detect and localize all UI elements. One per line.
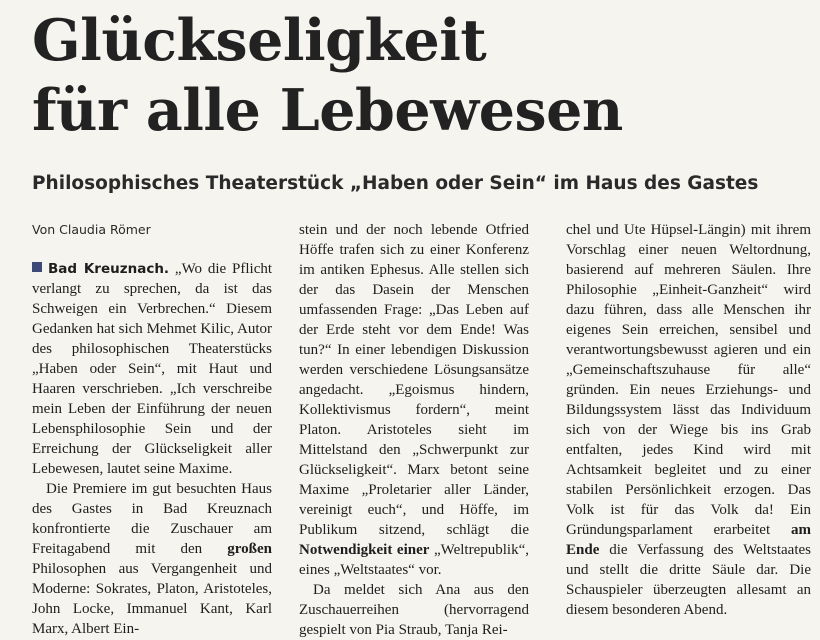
paragraph-text: die Verfassung des Weltstaates und stellt die dritte Säule dar. Die Schauspieler überzeugten allesamt an diesem besonderen Abend. <box>566 542 811 618</box>
paragraph <box>32 259 272 479</box>
paragraph-text: „Wo die Pflicht verlangt zu sprechen, da ist das Schweigen ein Verbrechen.“ Diesem Gedanken hat sich Mehmet Kilic, Autor des philosophischen Theaterstücks „Haben oder Sein“, mit Haut und Haaren verschrieben. „Ich verschreibe mein Leben der Einführung der neuen Lebensphilosophie Sein und der Erreichung der Glückseligkeit aller Lebewesen, lautet seine Maxime. <box>32 261 273 477</box>
headline <box>32 6 802 146</box>
paragraph-text: Philosophen aus Vergangenheit und Moderne: Sokrates, Platon, Aristoteles, John Locke, Immanuel Kant, Karl Marx, Albert Ein- <box>32 561 272 637</box>
headline-line-1: Glückseligkeit <box>32 7 487 74</box>
paragraph-text: chel und Ute Hüpsel-Längin) mit ihrem Vorschlag einer neuen Weltordnung, basierend auf mehreren Säulen. Ihre Philosophie „Einheit-Ganzheit“ wird dazu führen, dass alle Menschen ihr eigenes Sein erreichen, sensibel und verantwortungsbewusst agieren und ein „Gemeinschaftszuhause für alle“ gründen. Ein neues Erziehungs- und Bildungssystem lässt das Individuum sich von der Wiege bis ins Grab entfalten, jedes Kind wird mit Achtsamkeit begleitet und zu einer stabilen Persönlichkeit erzogen. Das Volk ist für das Volk da! Ein Gründungsparlament erarbeitet <box>566 222 811 538</box>
emphasis-text: großen <box>227 541 273 557</box>
emphasis-text: Notwendigkeit einer <box>299 542 430 558</box>
paragraph-text: „Weltrepublik“, eines „Weltstaates“ vor. <box>299 542 529 578</box>
headline-line-2: für alle Lebewesen <box>32 77 623 144</box>
paragraph: Da meldet sich Ana aus den Zuschauerreihen (hervorragend gespielt von Pia Straub, Tanja Rei- <box>299 582 529 638</box>
byline: Von Claudia Römer <box>32 222 151 237</box>
paragraph <box>32 479 272 639</box>
article-column-1 <box>32 259 272 639</box>
paragraph <box>566 220 811 620</box>
section-marker-icon <box>32 262 42 272</box>
article-column-2 <box>299 220 529 640</box>
paragraph <box>299 220 529 580</box>
dateline: Bad Kreuznach. <box>48 261 170 277</box>
paragraph-text: stein und der noch lebende Otfried Höffe trafen sich zu einer Konferenz im antiken Ephesus. Alle stellen sich der das Dasein der Menschen umfassenden Frage: „Das Leben auf der Erde steht vor dem Ende! Was tun?“ In einer lebendigen Diskussion werden verschiedene Lösungsansätze angedacht. „Egoismus hindern, Kollektivismus fordern“, meint Platon. Aristoteles sieht im Mittelstand den „Schwerpunkt zur Glückseligkeit“. Marx betont seine Maxime „Proletarier aller Länder, vereinigt euch“, und Höffe, im Publikum sitzend, schlägt die <box>299 222 529 538</box>
subheadline: Philosophisches Theaterstück „Haben oder Sein“ im Haus des Gastes <box>32 173 759 194</box>
paragraph-text: Die Premiere im gut besuchten Haus des Gastes in Bad Kreuznach konfrontierte die Zuschauer am Freitagabend mit den <box>32 481 272 557</box>
article-column-3 <box>566 220 811 620</box>
emphasis-text: am Ende <box>566 522 812 558</box>
